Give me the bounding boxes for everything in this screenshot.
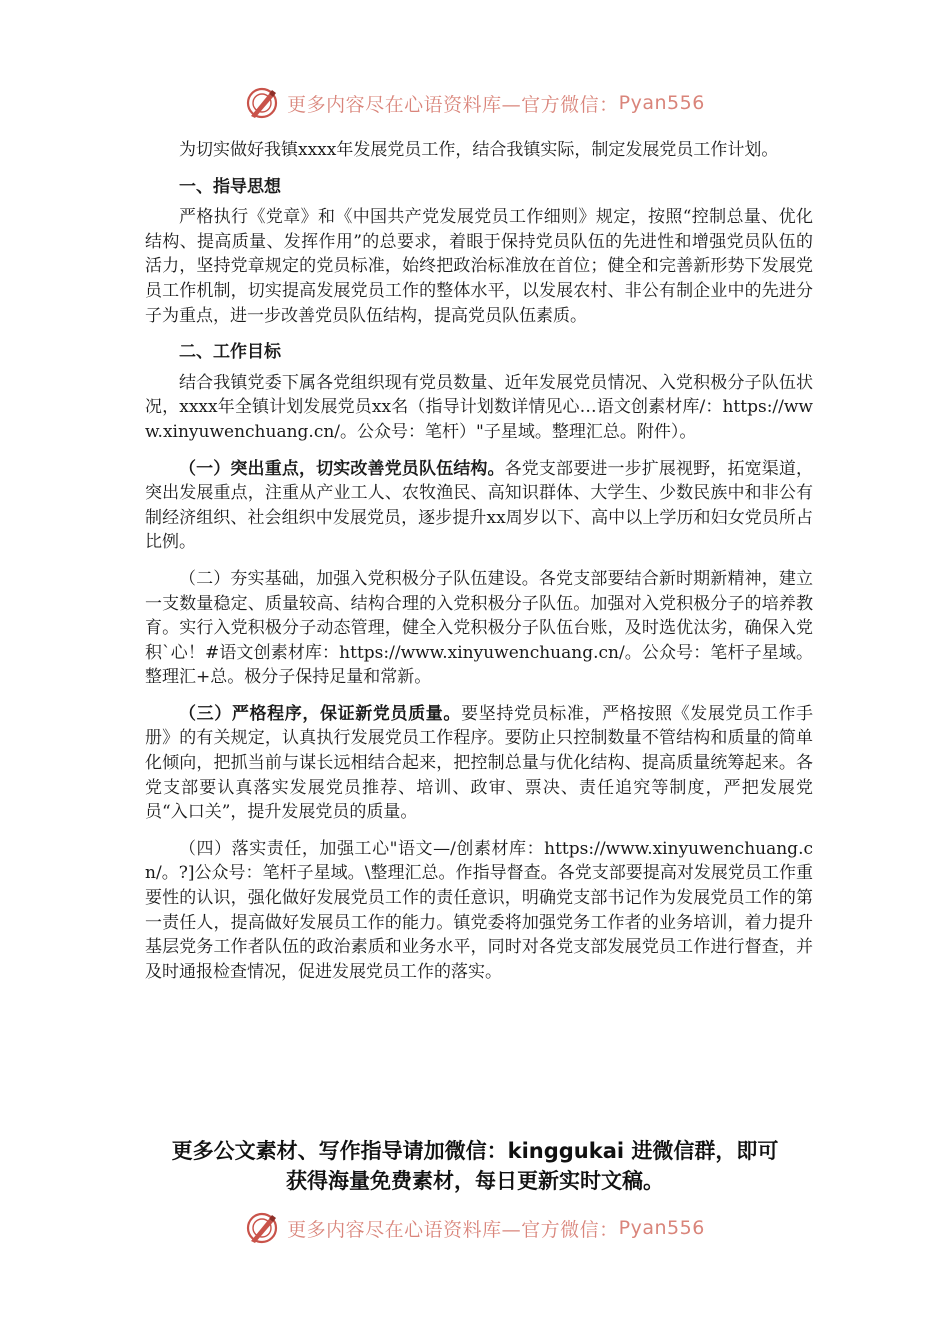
promo-line-1: 更多公文素材、写作指导请加微信：kinggukai 进微信群，即可: [171, 1139, 779, 1163]
item-2-paragraph: （二）夯实基础，加强入党积极分子队伍建设。各党支部要结合新时期新精神，建立一支数量稳定、质量较高、结构合理的入党积极分子队伍。加强对入党积极分子的培养教育。实行入党积极分子动态管理，健全入党积极分子队伍台账，及时选优汰劣，确保入党积`心！#语文创素材库：https://www.xinyuwenchuang.cn/。公众号：笔杆子星域。整理汇+总。极分子保持足量和常新。: [145, 568, 813, 688]
intro-paragraph: 为切实做好我镇xxxx年发展党员工作，结合我镇实际，制定发展党员工作计划。: [179, 140, 779, 160]
banner-text: 更多内容尽在心语资料库—官方微信：: [287, 93, 619, 116]
banner-wechat-id: Pyan556: [618, 92, 705, 114]
section-body-1: 严格执行《党章》和《中国共产党发展党员工作细则》规定，按照“控制总量、优化结构、提高质量、发挥作用”的总要求，着眼于保持党员队伍的先进性和增强党员队伍的活力，坚持党章规定的党员标准，始终把政治标准放在首位；健全和完善新形势下发展党员工作机制，切实提高发展党员工作的整体水平，以发展农村、非公有制企业中的先进分子为重点，进一步改善党员队伍结构，提高党员队伍素质。: [145, 207, 813, 326]
item-3-paragraph: [145, 702, 813, 825]
item-1-lead: （一）突出重点，切实改善党员队伍结构。: [179, 458, 505, 479]
section-heading-2: 二、工作目标: [179, 342, 281, 363]
banner-text: 更多内容尽在心语资料库—官方微信：: [287, 1218, 619, 1241]
item-1-paragraph: [145, 457, 813, 555]
footer-banner: [0, 1208, 950, 1248]
section-body-2: 结合我镇党委下属各党组织现有党员数量、近年发展党员情况、入党积极分子队伍状况，xxxx年全镇计划发展党员xx名（指导计划数详情见心…语文创素材库/：https://www.xinyuwenchuang.cn/。公众号：笔杆）"子星域。整理汇总。附件）。: [145, 372, 813, 442]
header-banner: [0, 83, 950, 123]
promo-notice: [0, 1136, 950, 1196]
pen-logo-icon: [245, 86, 279, 120]
banner-wechat-id: Pyan556: [618, 1217, 705, 1239]
item-4-paragraph: （四）落实责任，加强工心"语文—/创素材库：https://www.xinyuwenchuang.cn/。?]公众号：笔杆子星域。\整理汇总。作指导督查。各党支部要提高对发展党员工作重要性的认识，强化做好发展党员工作的责任意识，明确党支部书记作为发展党员工作的第一责任人，提高做好发展员工作的能力。镇党委将加强党务工作者的业务培训，着力提升基层党务工作者队伍的政治素质和业务水平，同时对各党支部发展党员工作进行督查，并及时通报检查情况，促进发展党员工作的落实。: [145, 838, 813, 982]
promo-line-2: 获得海量免费素材，每日更新实时文稿。: [286, 1169, 664, 1193]
pen-logo-icon: [245, 1211, 279, 1245]
section-heading-1: 一、指导思想: [179, 176, 281, 197]
document-body: [145, 138, 813, 984]
item-3-lead: （三）严格程序，保证新党员质量。: [179, 703, 462, 724]
item-1-body: 各党支部要进一步扩展视野，拓宽渠道，突出发展重点，注重从产业工人、农牧渔民、高知识群体、大学生、少数民族中和非公有制经济组织、社会组织中发展党员，逐步提升xx周岁以下、高中以上学历和妇女党员所占比例。: [145, 458, 814, 553]
item-3-body: 要坚持党员标准，严格按照《发展党员工作手册》的有关规定，认真执行发展党员工作程序。要防止只控制数量不管结构和质量的简单化倾向，把抓当前与谋长远相结合起来，把控制总量与优化结构、提高质量统筹起来。各党支部要认真落实发展党员推荐、培训、政审、票决、责任追究等制度，严把发展党员“入口关”，提升发展党员的质量。: [145, 703, 814, 823]
